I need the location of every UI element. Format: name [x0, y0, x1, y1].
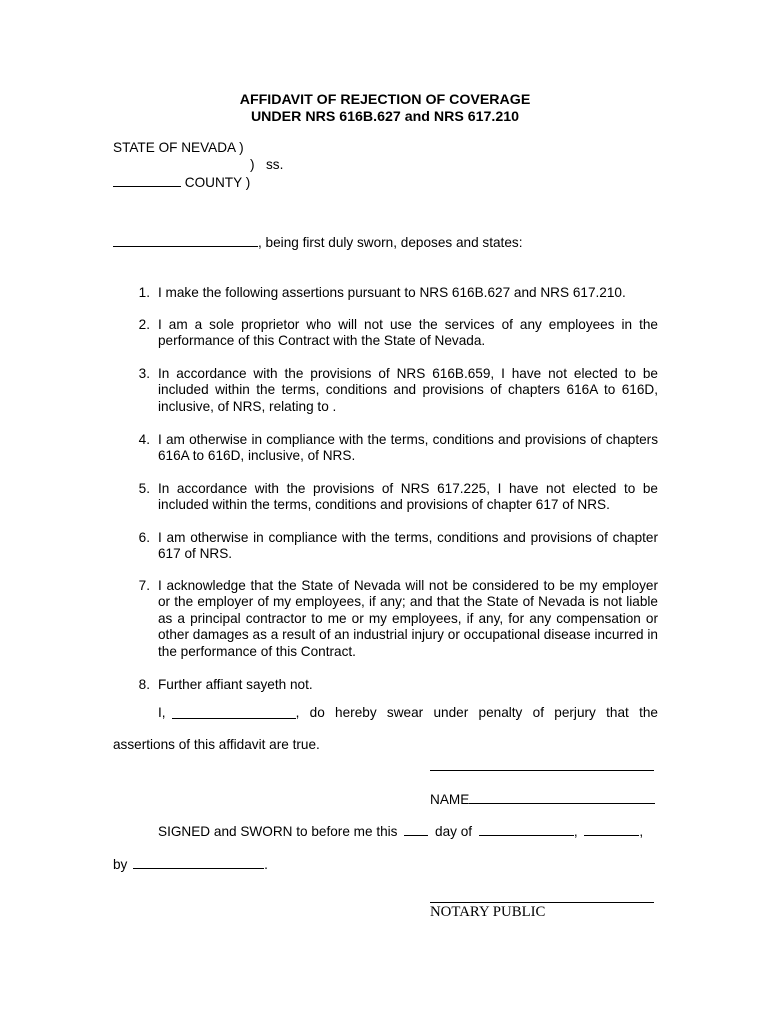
signed-prefix: SIGNED and SWORN to before me this: [158, 824, 398, 839]
document-title-line-2: UNDER NRS 616B.627 and NRS 617.210: [250, 109, 520, 125]
notary-public-label: NOTARY PUBLIC: [430, 904, 546, 920]
by-line: [113, 855, 268, 873]
signature-line[interactable]: [430, 770, 654, 771]
notary-signature-line[interactable]: [430, 902, 654, 903]
list-item: [110, 530, 658, 563]
item-text: In accordance with the provisions of NRS 616B.659, I have not elected to be included within the terms, conditions and provisions of chapters 616A to 616D, inclusive, of NRS, relating to .: [158, 366, 658, 414]
swear-i: I,: [158, 705, 166, 720]
item-text: I acknowledge that the State of Nevada will not be considered to be my employer or the employer of my employees, if any; and that the State of Nevada is not liable as a principal contractor to me or my employees, if any, for any compensation or other damages as a result of an industrial injury or occupational disease incurred in the performance of this Contract.: [158, 578, 658, 659]
item-number: 7.: [138, 578, 150, 593]
item-number: 4.: [138, 432, 150, 447]
venue-ss-paren: ): [250, 157, 255, 172]
county-blank[interactable]: [113, 173, 181, 187]
list-item: [110, 285, 658, 301]
swear-line-2: assertions of this affidavit are true.: [113, 737, 320, 752]
item-text: I am otherwise in compliance with the terms, conditions and provisions of chapter 617 of NRS.: [158, 530, 658, 562]
item-number: 2.: [138, 317, 150, 332]
year-blank[interactable]: [584, 822, 639, 836]
swear-rest: , do hereby swear under penalty of perjury that the: [295, 705, 658, 720]
by-label: by: [113, 857, 128, 872]
item-number: 6.: [138, 530, 150, 545]
item-text: I am a sole proprietor who will not use the services of any employees in the performance of this Contract with the State of Nevada.: [158, 317, 658, 349]
by-end: .: [264, 857, 268, 872]
name-blank[interactable]: [469, 790, 655, 804]
venue-county: [113, 173, 250, 191]
item-text: I make the following assertions pursuant to NRS 616B.627 and NRS 617.210.: [158, 285, 626, 300]
month-blank[interactable]: [479, 822, 574, 836]
item-number: 5.: [138, 481, 150, 496]
signed-day-of: day of: [435, 824, 473, 839]
venue-ss: ss.: [266, 157, 284, 172]
name-label: NAME: [430, 792, 470, 807]
affiant-intro: [113, 233, 522, 251]
item-number: 3.: [138, 366, 150, 381]
document-title-line-1: AFFIDAVIT OF REJECTION OF COVERAGE: [239, 92, 531, 108]
swear-name-blank[interactable]: [172, 705, 296, 719]
affiant-name-blank[interactable]: [113, 233, 258, 247]
item-text: In accordance with the provisions of NRS 617.225, I have not elected to be included within the terms, conditions and provisions of chapter 617 of NRS.: [158, 481, 658, 513]
signed-comma: ,: [573, 824, 578, 839]
list-item: [110, 366, 658, 415]
day-blank[interactable]: [404, 822, 428, 836]
county-label: COUNTY ): [181, 175, 251, 190]
intro-text: , being first duly sworn, deposes and states:: [258, 235, 523, 250]
item-number: 1.: [138, 285, 150, 300]
list-item: [110, 432, 658, 465]
list-item: [110, 317, 658, 350]
item-number: 8.: [138, 677, 150, 692]
signed-sworn-line: [158, 822, 643, 840]
venue-state: STATE OF NEVADA ): [113, 140, 244, 155]
item-text: Further affiant sayeth not.: [158, 677, 313, 692]
list-item: [110, 677, 658, 693]
list-item: [110, 578, 658, 660]
item-text: I am otherwise in compliance with the terms, conditions and provisions of chapters 616A to 616D, inclusive, of NRS.: [158, 432, 658, 464]
list-item: [110, 481, 658, 514]
name-field: [430, 790, 655, 808]
signed-end: ,: [639, 824, 644, 839]
swear-line: [158, 705, 658, 721]
by-blank[interactable]: [133, 855, 264, 869]
